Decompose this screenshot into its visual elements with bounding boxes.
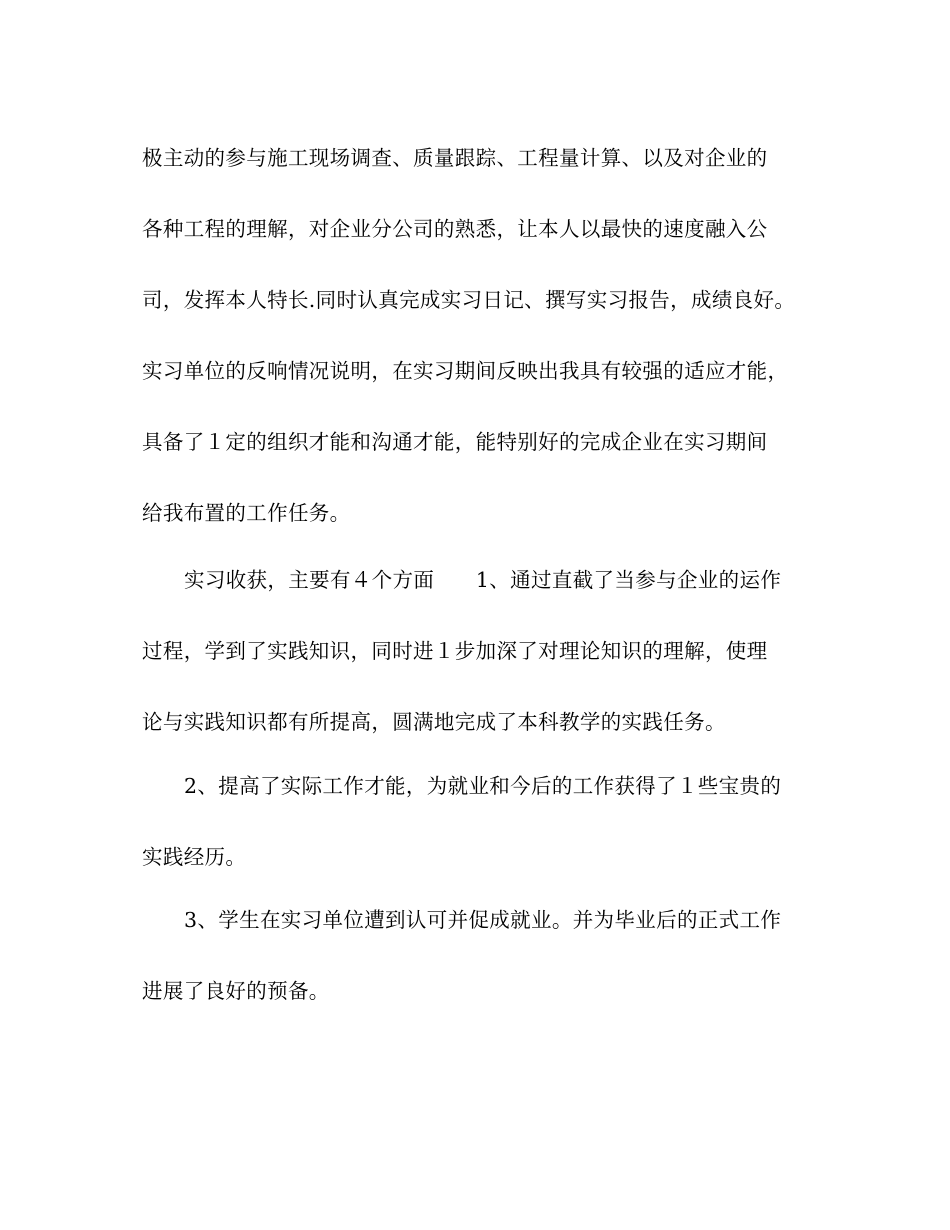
text-line: 实习单位的反响情况说明，在实习期间反映出我具有较强的适应才能，: [142, 359, 789, 383]
paragraph-first-line: 2、提高了实际工作才能，为就业和今后的工作获得了１些宝贵的: [184, 774, 782, 798]
text-line: 司，发挥本人特长.同时认真完成实习日记、撰写实习报告，成绩良好。: [142, 288, 796, 312]
text-line: 具备了１定的组织才能和沟通才能，能特别好的完成企业在实习期间: [142, 430, 768, 454]
text-line: 论与实践知识都有所提高，圆满地完成了本科教学的实践任务。: [142, 710, 726, 734]
paragraph-first-line: 实习收获，主要有４个方面 1、通过直截了当参与企业的运作: [184, 568, 782, 592]
text-line: 实践经历。: [142, 845, 247, 869]
paragraph-first-line: 3、学生在实习单位遭到认可并促成就业。并为毕业后的正式工作: [184, 908, 782, 932]
text-line: 各种工程的理解，对企业分公司的熟悉，让本人以最快的速度融入公: [142, 217, 768, 241]
text-line: 过程，学到了实践知识，同时进１步加深了对理论知识的理解，使理: [142, 639, 768, 663]
text-line: 给我布置的工作任务。: [142, 501, 351, 525]
text-line: 极主动的参与施工现场调查、质量跟踪、工程量计算、以及对企业的: [142, 146, 768, 170]
text-line: 进展了良好的预备。: [142, 979, 330, 1003]
